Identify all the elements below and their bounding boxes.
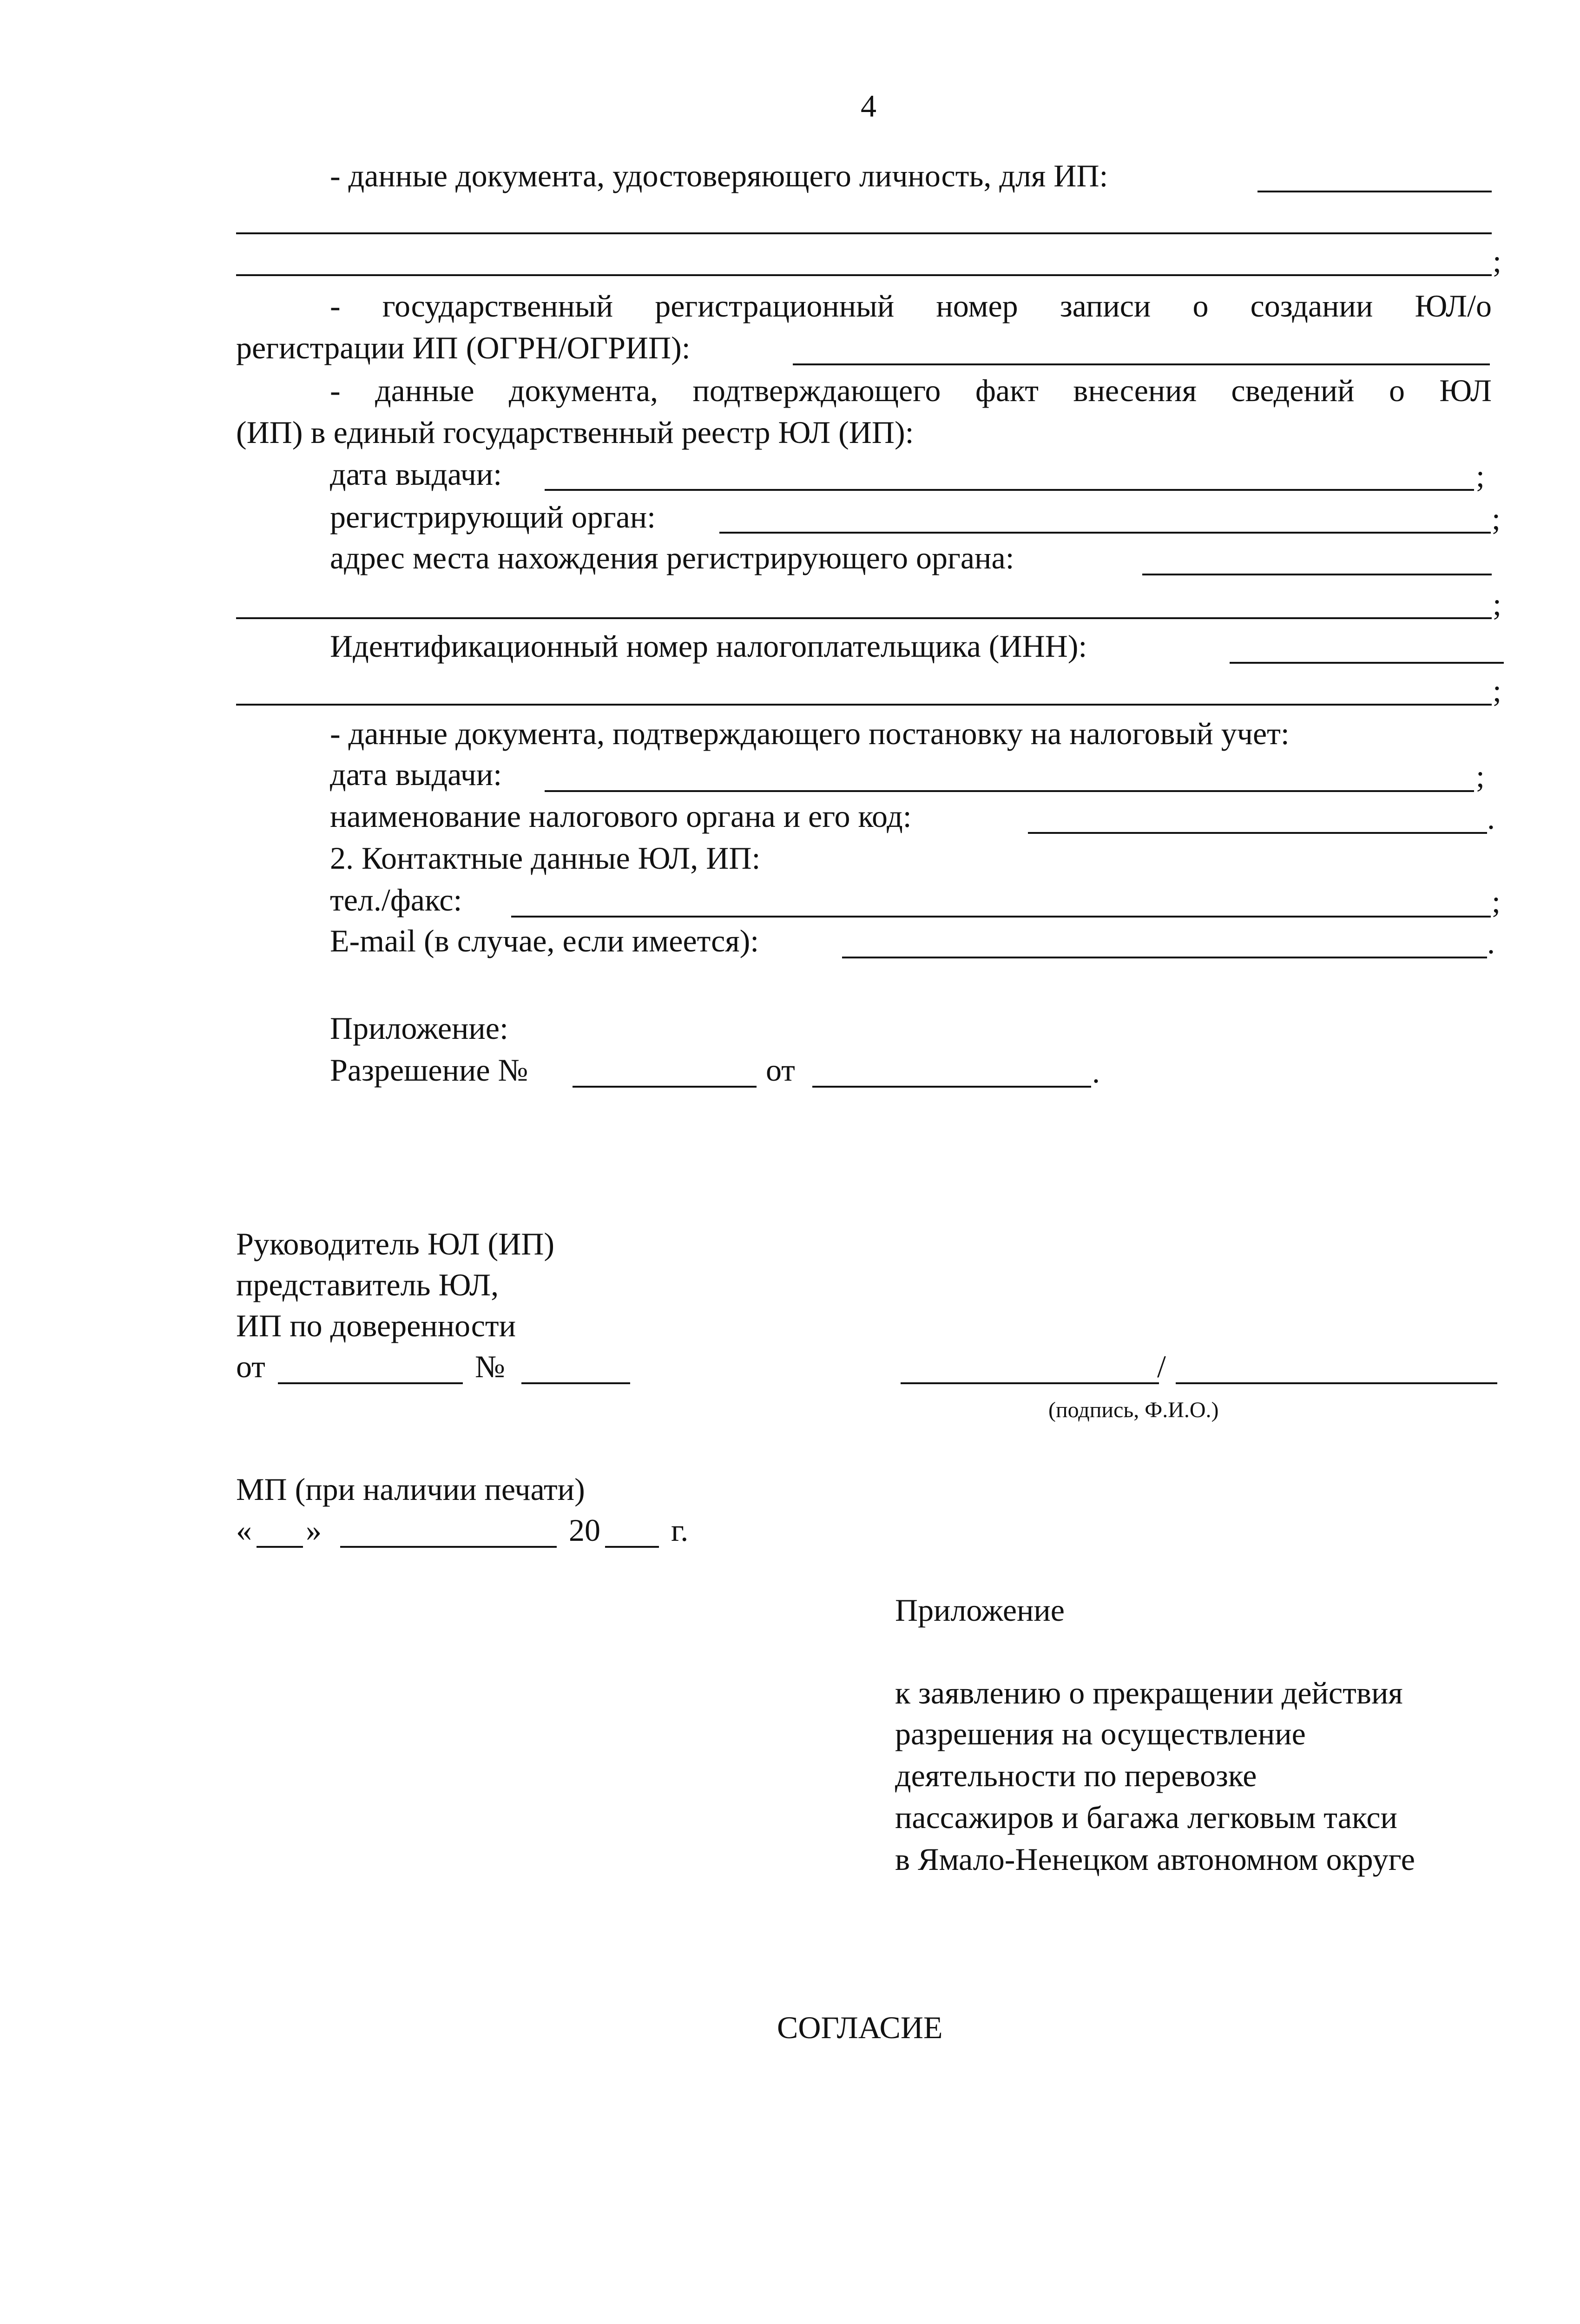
head-line-2: представитель ЮЛ, (236, 1267, 499, 1302)
head-line-1: Руководитель ЮЛ (ИП) (236, 1226, 555, 1261)
page-number: 4 (861, 88, 876, 124)
ogrn-field[interactable] (793, 363, 1490, 365)
egr-organ-end: ; (1492, 501, 1501, 536)
inn-label: Идентификационный номер налогоплательщика (ИНН): (330, 628, 1087, 664)
date-open-quote: « (236, 1512, 252, 1548)
annex-line-4: пассажиров и багажа легковым такси (895, 1800, 1397, 1835)
tax-organ-end: . (1487, 800, 1495, 836)
stamp-label: МП (при наличии печати) (236, 1472, 585, 1507)
tax-date-label: дата выдачи: (330, 757, 502, 792)
identity-field-1[interactable] (1257, 191, 1492, 192)
egr-organ-field[interactable] (719, 532, 1491, 534)
name-field[interactable] (1176, 1382, 1497, 1384)
annex-line-5: в Ямало-Ненецком автономном округе (895, 1842, 1415, 1877)
proxy-number-label: № (475, 1349, 505, 1384)
permit-end: . (1092, 1054, 1100, 1089)
egr-address-field-1[interactable] (1142, 574, 1492, 575)
inn-end: ; (1493, 673, 1501, 708)
contacts-title: 2. Контактные данные ЮЛ, ИП: (330, 840, 761, 876)
consent-title: СОГЛАСИЕ (777, 2010, 943, 2045)
appendix-title: Приложение: (330, 1010, 508, 1046)
egr-address-label: адрес места нахождения регистрирующего органа: (330, 540, 1014, 575)
permit-date-field[interactable] (812, 1086, 1091, 1088)
signature-separator: / (1157, 1349, 1166, 1384)
tax-date-end: ; (1476, 759, 1485, 794)
inn-field-2[interactable] (236, 704, 1492, 706)
head-line-3: ИП по доверенности (236, 1308, 516, 1343)
permit-label: Разрешение № (330, 1052, 528, 1088)
date-close-quote: » (306, 1512, 322, 1548)
identity-label: - данные документа, удостоверяющего личность, для ИП: (330, 158, 1108, 193)
egr-date-label: дата выдачи: (330, 456, 502, 492)
signature-caption: (подпись, Ф.И.О.) (1048, 1398, 1219, 1422)
identity-end: ; (1493, 244, 1501, 279)
ogrn-line-1: - государственный регистрационный номер записи о создании ЮЛ/о (330, 288, 1492, 324)
egr-line-2: (ИП) в единый государственный реестр ЮЛ (ИП): (236, 415, 914, 450)
identity-field-3[interactable] (236, 274, 1492, 276)
annex-line-2: разрешения на осуществление (895, 1716, 1306, 1751)
phone-field[interactable] (511, 916, 1491, 918)
inn-field-1[interactable] (1230, 662, 1504, 664)
egr-date-field[interactable] (545, 489, 1474, 491)
egr-date-end: ; (1476, 458, 1485, 494)
ogrn-label: регистрации ИП (ОГРН/ОГРИП): (236, 330, 691, 365)
egr-address-end: ; (1493, 587, 1501, 622)
permit-from-label: от (766, 1052, 795, 1088)
permit-number-field[interactable] (573, 1086, 757, 1088)
tax-organ-field[interactable] (1028, 832, 1487, 834)
annex-line-3: деятельности по перевозке (895, 1758, 1257, 1793)
annex-line-1: к заявлению о прекращении действия (895, 1675, 1403, 1710)
date-month-field[interactable] (340, 1546, 557, 1548)
egr-address-field-2[interactable] (236, 617, 1492, 619)
tax-date-field[interactable] (545, 790, 1474, 792)
signature-field[interactable] (901, 1382, 1159, 1384)
phone-end: ; (1492, 884, 1501, 919)
email-end: . (1487, 925, 1495, 960)
egr-organ-label: регистрирующий орган: (330, 499, 656, 535)
annex-title: Приложение (895, 1592, 1065, 1628)
date-year-prefix: 20 (569, 1512, 600, 1548)
date-year-suffix: г. (671, 1512, 689, 1548)
phone-label: тел./факс: (330, 882, 462, 918)
email-label: E-mail (в случае, если имеется): (330, 923, 759, 958)
email-field[interactable] (842, 957, 1487, 958)
date-day-field[interactable] (257, 1546, 303, 1548)
proxy-date-field[interactable] (278, 1382, 463, 1384)
egr-line-1: - данные документа, подтверждающего факт внесения сведений о ЮЛ (330, 373, 1492, 408)
tax-title: - данные документа, подтверждающего постановку на налоговый учет: (330, 716, 1290, 751)
date-year-field[interactable] (605, 1546, 659, 1548)
proxy-from-label: от (236, 1349, 265, 1384)
proxy-number-field[interactable] (521, 1382, 630, 1384)
tax-organ-label: наименование налогового органа и его код: (330, 799, 912, 834)
identity-field-2[interactable] (236, 232, 1492, 234)
